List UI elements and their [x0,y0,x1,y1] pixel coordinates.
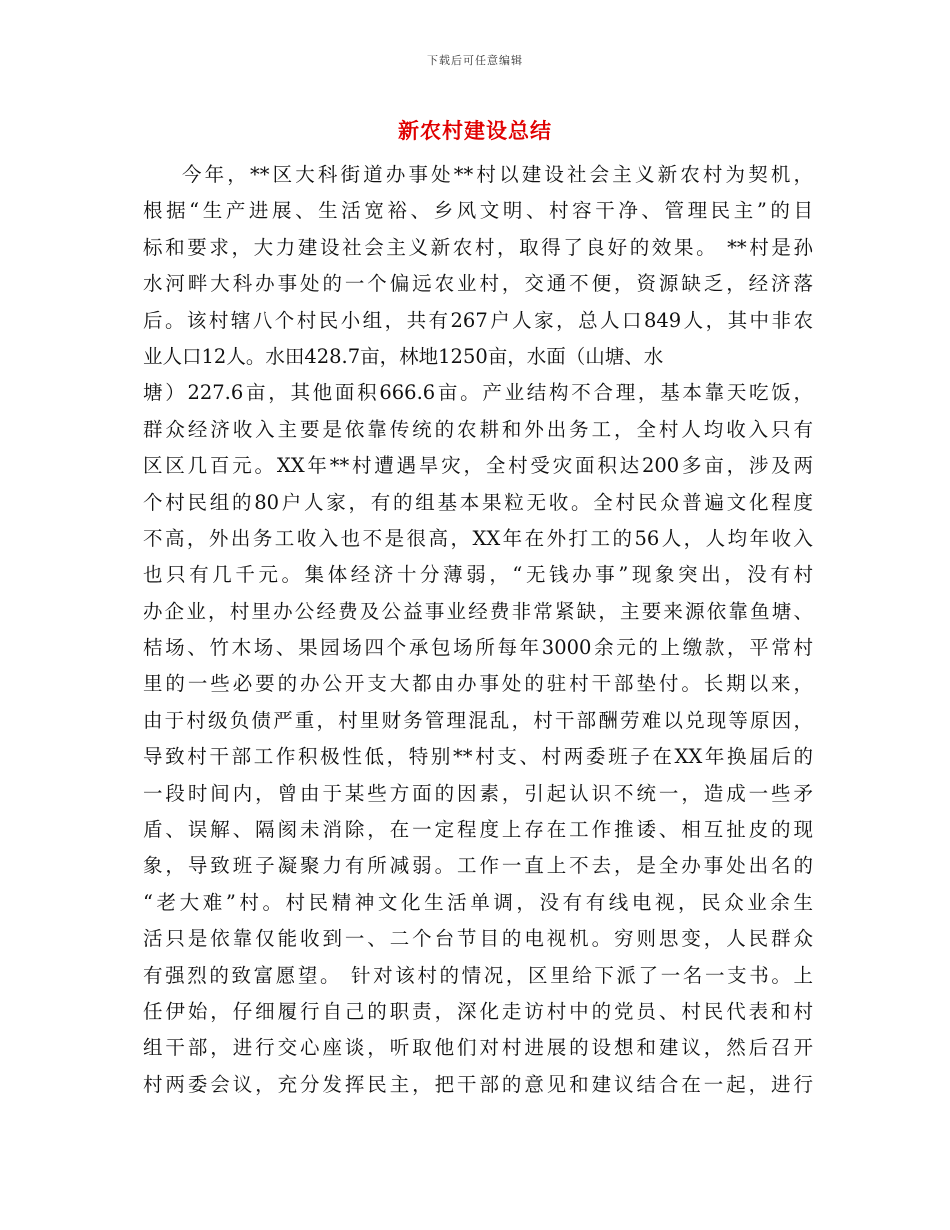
body-line: 今年，**区大科街道办事处**村以建设社会主义新农村为契机， [182,163,813,186]
body-line: 办企业，村里办公经费及公益事业经费非常紧缺，主要来源依靠鱼塘、 [143,599,813,623]
body-line: 导致村干部工作积极性低，特别**村支、村两委班子在XX年换届后的 [143,745,813,769]
body-line: 业人口12人。水田428.7亩，林地1250亩，水面（山塘、水 [143,344,664,368]
body-line: 不高，外出务工收入也不是很高，XX年在外打工的56人，人均年收入 [143,526,813,550]
body-line: 标和要求，大力建设社会主义新农村，取得了良好的效果。 **村是孙 [143,235,813,259]
body-line: 由于村级负债严重，村里财务管理混乱，村干部酬劳难以兑现等原因， [143,708,813,732]
body-line: 象，导致班子凝聚力有所减弱。工作一直上不去，是全办事处出名的 [143,854,813,878]
body-line: 根据“生产进展、生活宽裕、乡风文明、村容干净、管理民主”的目 [143,199,813,223]
document-body [143,157,813,1103]
body-line: 里的一些必要的办公开支大都由办事处的驻村干部垫付。长期以来， [143,672,813,696]
body-line: 桔场、竹木场、果园场四个承包场所每年3000余元的上缴款，平常村 [143,636,813,660]
body-line: 村两委会议，充分发挥民主，把干部的意见和建议结合在一起，进行 [143,1072,813,1096]
body-line: 一段时间内，曾由于某些方面的因素，引起认识不统一，造成一些矛 [143,781,813,805]
body-line: 组干部，进行交心座谈，听取他们对村进展的设想和建议，然后召开 [143,1036,813,1060]
body-line: 群众经济收入主要是依靠传统的农耕和外出务工，全村人均收入只有 [143,417,813,441]
body-line: “老大难”村。村民精神文化生活单调，没有有线电视，民众业余生 [143,890,813,914]
body-line: 个村民组的80户人家，有的组基本果粒无收。全村民众普遍文化程度 [143,490,813,514]
body-line: 盾、误解、隔阂未消除，在一定程度上存在工作推诿、相互扯皮的现 [143,818,813,842]
body-line: 区区几百元。XX年**村遭遇旱灾，全村受灾面积达200多亩，涉及两 [143,454,813,478]
body-line: 活只是依靠仅能收到一、二个台节目的电视机。穷则思变，人民群众 [143,927,813,951]
body-line: 有强烈的致富愿望。 针对该村的情况，区里给下派了一名一支书。上 [143,963,813,987]
body-line: 水河畔大科办事处的一个偏远农业村，交通不便，资源缺乏，经济落 [143,272,813,296]
body-line: 也只有几千元。集体经济十分薄弱，“无钱办事”现象突出，没有村 [143,563,813,587]
body-line: 后。该村辖八个村民小组，共有267户人家，总人口849人，其中非农 [143,308,813,332]
document-title: 新农村建设总结 [398,118,552,143]
body-line: 塘）227.6亩，其他面积666.6亩。产业结构不合理，基本靠天吃饭， [143,381,813,405]
header-note: 下载后可任意编辑 [427,54,523,67]
body-line: 任伊始，仔细履行自己的职责，深化走访村中的党员、村民代表和村 [143,999,813,1023]
